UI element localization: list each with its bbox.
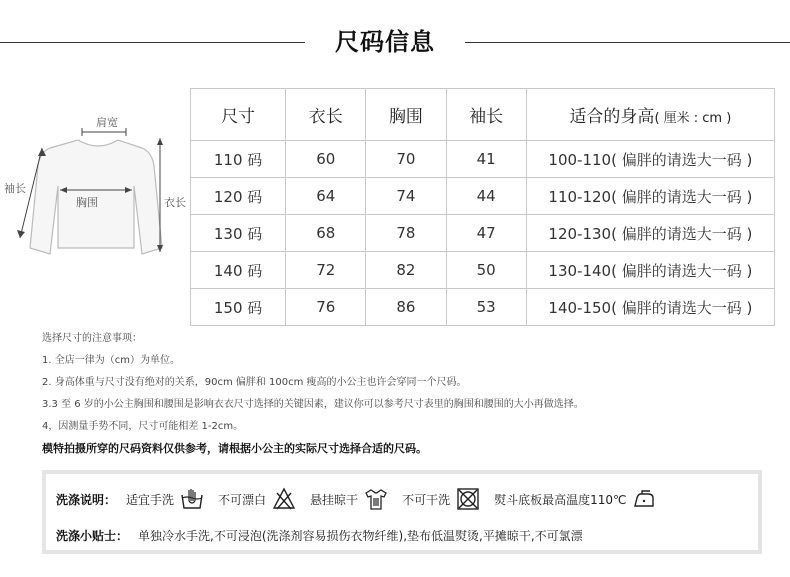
cell-sleeve: 50 [446, 252, 526, 289]
note-item: 4，因测量手势不同，尺寸可能相差 1-2cm。 [42, 421, 244, 432]
cell-size: 120 码 [191, 178, 286, 215]
note-item: 3.3 至 6 岁的小公主胸围和腰围是影响衣衣尺寸选择的关键因素，建议你可以参考尺寸表里的胸围和腰围的大小再做选择。 [42, 399, 584, 410]
header-chest: 胸围 [366, 89, 446, 141]
cell-chest: 82 [366, 252, 446, 289]
title-rule-left [0, 42, 305, 43]
washing-symbols-row [56, 484, 670, 514]
header-sleeve: 袖长 [446, 89, 526, 141]
shoulder-label: 肩宽 [96, 116, 118, 129]
cell-chest: 70 [366, 141, 446, 178]
table-row [191, 141, 775, 178]
table-row [191, 252, 775, 289]
cell-length: 68 [286, 215, 366, 252]
cell-size: 110 码 [191, 141, 286, 178]
cell-height: 110-120( 偏胖的请选大一码 ) [526, 178, 774, 215]
sleeve-label: 袖长 [4, 182, 26, 195]
wash-item-label: 不可干洗 [402, 492, 451, 507]
hand-wash-icon [180, 487, 204, 511]
cell-size: 150 码 [191, 289, 286, 326]
notes-heading: 选择尺寸的注意事项： [42, 333, 142, 344]
cell-length: 60 [286, 141, 366, 178]
washing-tips-label: 洗涤小贴士： [56, 528, 129, 543]
cell-chest: 86 [366, 289, 446, 326]
note-item: 2. 身高体重与尺寸没有绝对的关系，90cm 偏胖和 100cm 瘦高的小公主也许会穿同一个尺码。 [42, 377, 467, 388]
washing-tips-text: 单独冷水手洗,不可浸泡(洗涤剂容易损伤衣物纤维),垫布低温熨烫,平摊晾干,不可氯漂 [138, 528, 583, 543]
wash-item-label: 适宜手洗 [126, 492, 175, 507]
header-height-label: 适合的身高 [569, 107, 655, 127]
cell-sleeve: 44 [446, 178, 526, 215]
cell-size: 140 码 [191, 252, 286, 289]
garment-diagram [0, 110, 190, 270]
washing-instructions [42, 470, 762, 554]
size-table [190, 88, 775, 326]
header-height [526, 89, 774, 141]
cell-sleeve: 47 [446, 215, 526, 252]
model-disclaimer: 模特拍摄所穿的尺码资料仅供参考，请根据小公主的实际尺寸选择合适的尺码。 [42, 442, 427, 455]
note-item: 1. 全店一律为（cm）为单位。 [42, 355, 180, 366]
cell-chest: 74 [366, 178, 446, 215]
size-notes [42, 328, 782, 460]
length-label: 衣长 [164, 196, 186, 209]
no-bleach-icon [272, 487, 296, 511]
wash-item-label: 熨斗底板最高温度110℃ [494, 492, 627, 507]
cell-length: 72 [286, 252, 366, 289]
cell-height: 120-130( 偏胖的请选大一码 ) [526, 215, 774, 252]
table-header-row [191, 89, 775, 141]
cell-chest: 78 [366, 215, 446, 252]
page-title: 尺码信息 [335, 28, 435, 56]
washing-tips-row [56, 524, 583, 546]
washing-label: 洗涤说明： [56, 492, 117, 507]
header-length: 衣长 [286, 89, 366, 141]
table-row [191, 178, 775, 215]
sweater-icon [0, 110, 190, 270]
iron-icon [632, 487, 656, 511]
cell-size: 130 码 [191, 215, 286, 252]
header-height-unit: ( 厘米 : cm ) [654, 111, 732, 126]
no-dry-clean-icon [456, 487, 480, 511]
cell-length: 76 [286, 289, 366, 326]
cell-sleeve: 53 [446, 289, 526, 326]
chest-label: 胸围 [76, 196, 98, 209]
table-row [191, 215, 775, 252]
wash-item-label: 悬挂晾干 [310, 492, 359, 507]
title-rule-right [465, 42, 790, 43]
cell-length: 64 [286, 178, 366, 215]
cell-sleeve: 41 [446, 141, 526, 178]
cell-height: 140-150( 偏胖的请选大一码 ) [526, 289, 774, 326]
cell-height: 100-110( 偏胖的请选大一码 ) [526, 141, 774, 178]
hang-dry-icon [364, 487, 388, 511]
cell-height: 130-140( 偏胖的请选大一码 ) [526, 252, 774, 289]
table-row [191, 289, 775, 326]
wash-item-label: 不可漂白 [218, 492, 267, 507]
header-size: 尺寸 [191, 89, 286, 141]
